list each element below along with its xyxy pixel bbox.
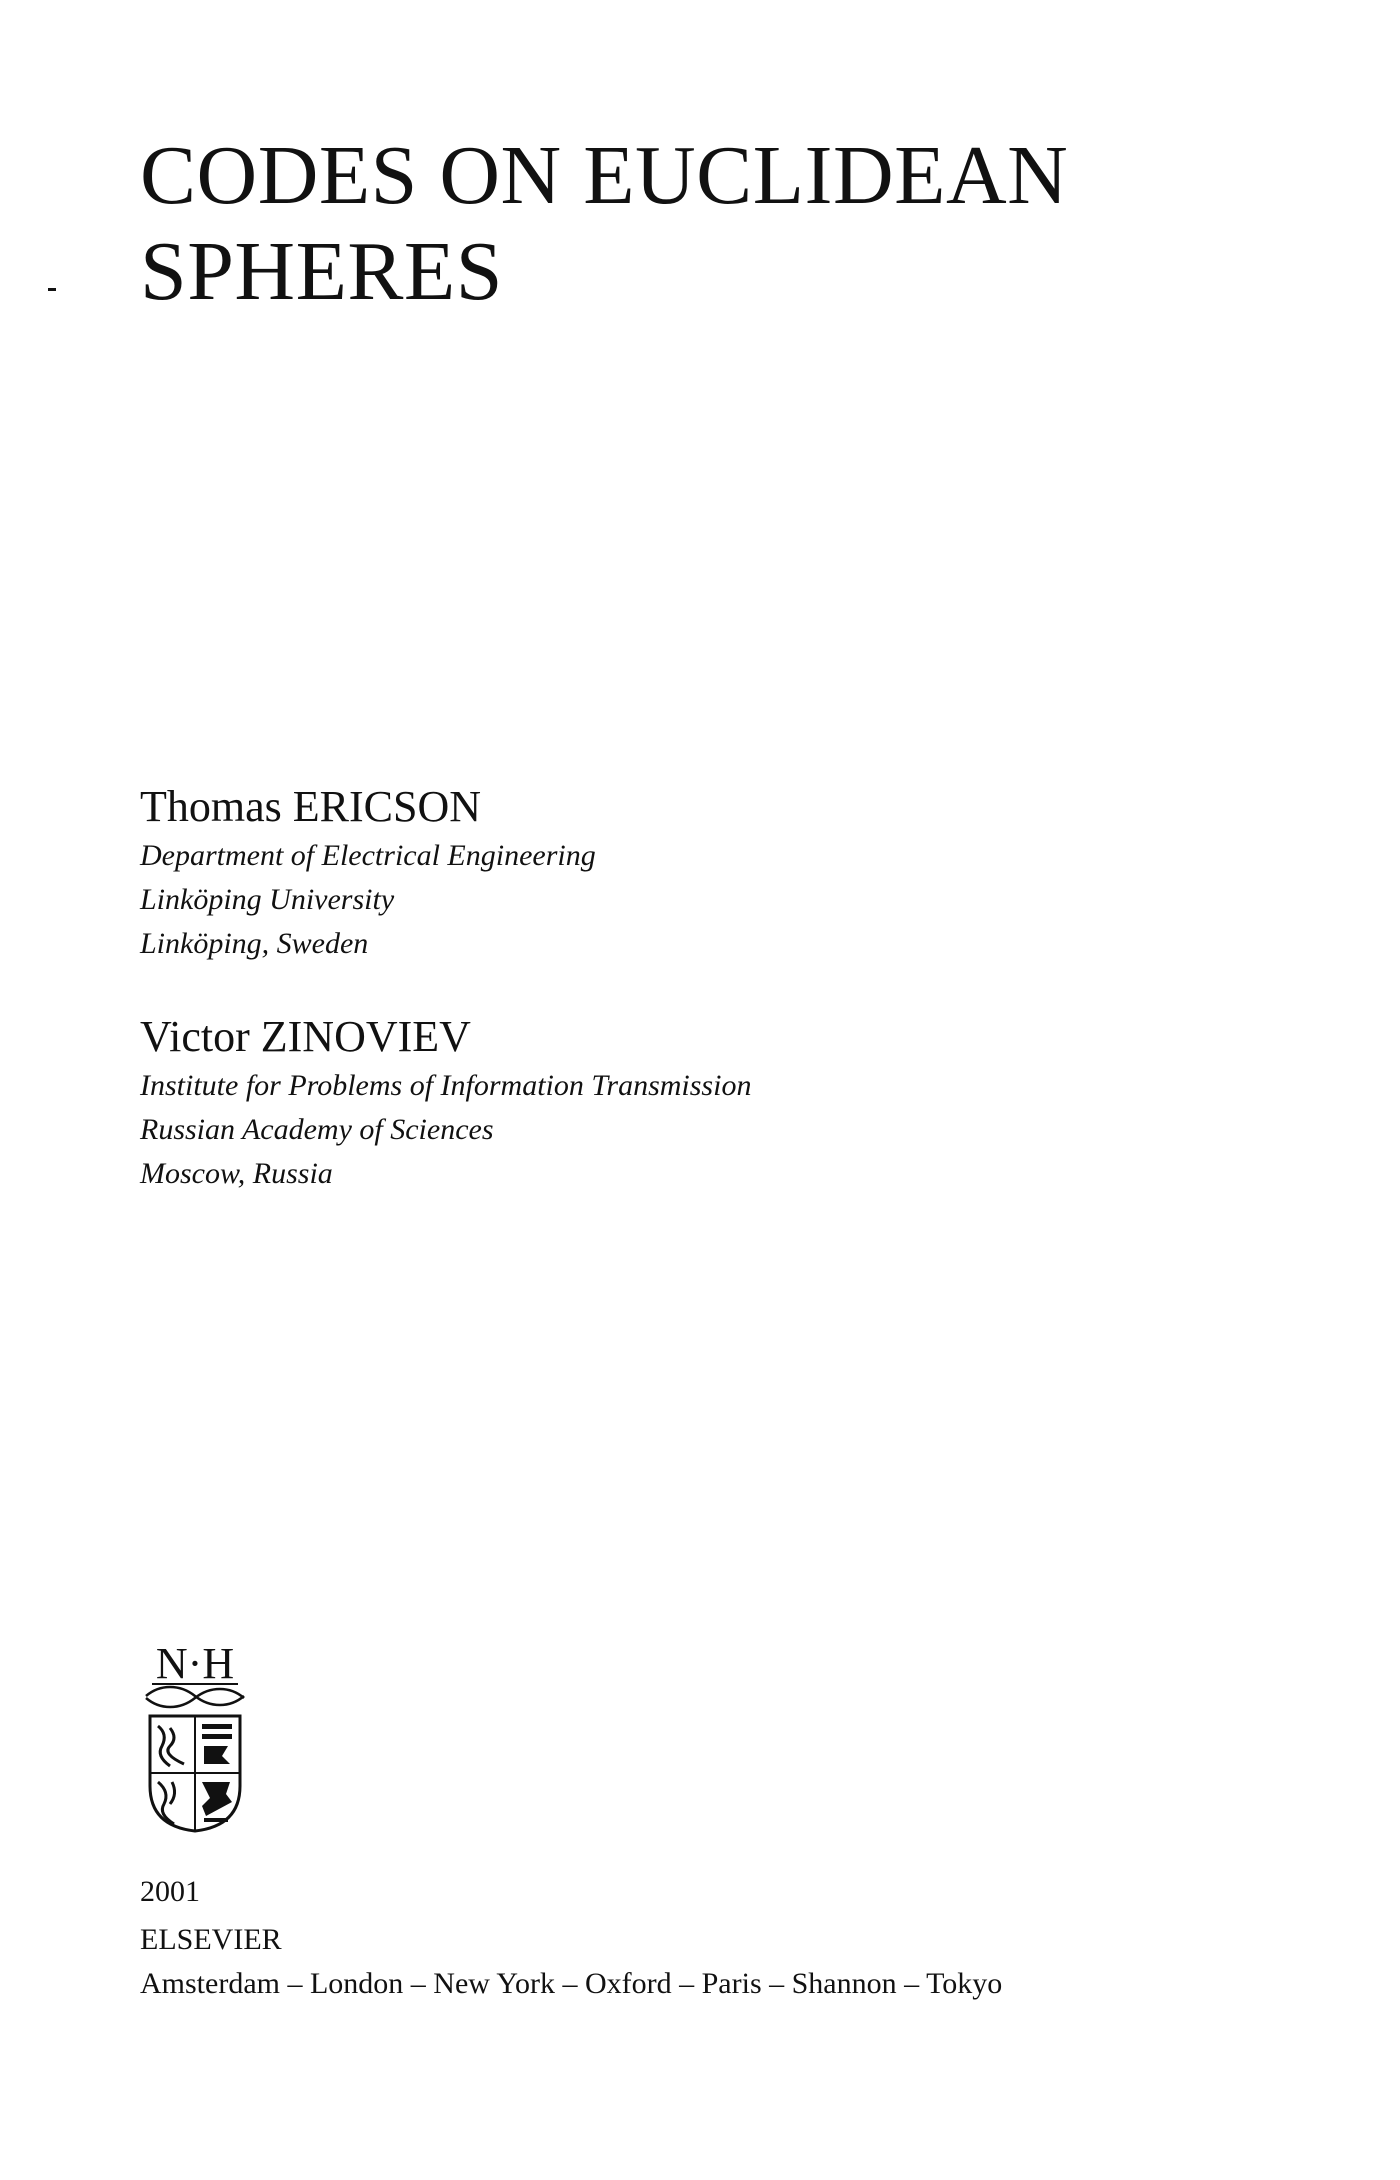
book-title-line-2: SPHERES — [140, 225, 503, 318]
affiliation-line: Linköping, Sweden — [140, 927, 369, 960]
affiliation-line: Department of Electrical Engineering — [140, 839, 596, 872]
author-name: Thomas ERICSON — [140, 782, 481, 831]
affiliation-line: Moscow, Russia — [140, 1157, 333, 1190]
affiliation-line: Linköping University — [140, 883, 395, 916]
imprint — [140, 1870, 1002, 2006]
affiliation-line: Institute for Problems of Information Transmission — [140, 1069, 752, 1102]
svg-text:N·H: N·H — [155, 1639, 235, 1688]
author-name: Victor ZINOVIEV — [140, 1012, 471, 1061]
stray-mark — [48, 288, 56, 291]
publisher-name: ELSEVIER — [140, 1923, 282, 1956]
affiliation-line: Russian Academy of Sciences — [140, 1113, 494, 1146]
book-title-line-1: CODES ON EUCLIDEAN — [140, 129, 1069, 222]
author-block-zinoviev — [140, 1010, 751, 1196]
north-holland-logo-icon — [140, 1636, 250, 1836]
publisher-cities: Amsterdam – London – New York – Oxford – Paris – Shannon – Tokyo — [140, 1967, 1003, 2000]
book-title — [140, 128, 1068, 320]
author-block-ericson — [140, 780, 596, 966]
publication-year: 2001 — [140, 1875, 200, 1908]
